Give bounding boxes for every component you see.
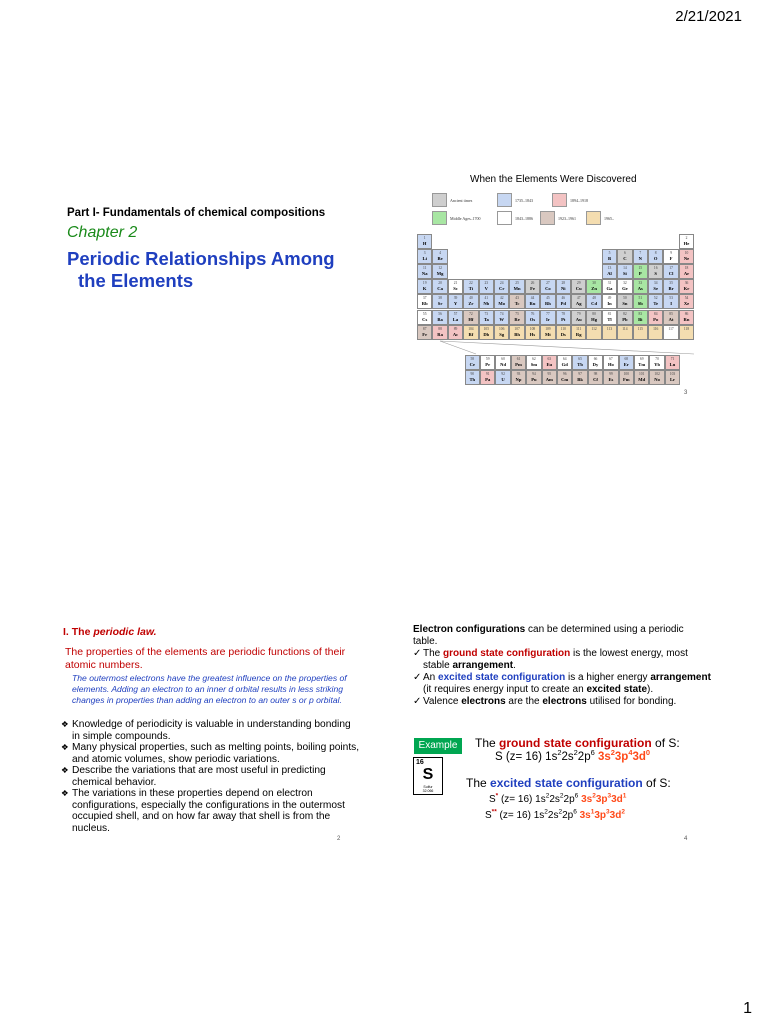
- check-icon: ✓: [413, 696, 422, 707]
- atomic-number: 107: [514, 326, 520, 331]
- element-symbol: Dy: [592, 362, 599, 367]
- list-item: ❖ The variations in these properties depend on electron configurations, especially the configurations in the outermost occupied shell, and on how far away that shell is from the nucleus.: [61, 788, 345, 834]
- atomic-number: 92: [501, 372, 505, 377]
- element-symbol: K: [422, 286, 427, 292]
- element-symbol: Xe: [683, 301, 690, 307]
- element-symbol: Db: [483, 331, 490, 337]
- element-symbol: Pu: [531, 377, 537, 383]
- atomic-number: 46: [561, 296, 566, 301]
- atomic-number: 87: [422, 326, 427, 331]
- element-symbol: Es: [608, 377, 614, 383]
- part-title: Part I- Fundamentals of chemical compositions: [67, 207, 326, 219]
- element-symbol: Fe: [530, 286, 535, 292]
- element-symbol: La: [452, 316, 459, 322]
- slide-number: 3: [684, 390, 688, 396]
- atomic-number: 95: [547, 372, 552, 377]
- atomic-number: 72: [469, 311, 473, 316]
- element-symbol: B: [607, 256, 612, 262]
- atomic-number: 44: [530, 296, 535, 301]
- atomic-number: 84: [653, 311, 658, 316]
- element-symbol: Ir: [545, 316, 550, 322]
- atomic-number: 22: [469, 281, 473, 286]
- outer-electron-note: The outermost electrons have the greatest influence on the properties of elements. Adding an electron to an inner d orbital results in less striking changes in properties than adding an electron to an outer s or p orbital.: [72, 673, 347, 705]
- atomic-number: 13: [607, 266, 612, 271]
- atomic-number: 74: [499, 311, 504, 316]
- element-symbol: Os: [529, 316, 536, 322]
- element-symbol: In: [607, 301, 612, 307]
- sulfur-element-tile: [413, 757, 443, 795]
- element-symbol: C: [623, 256, 627, 262]
- slide-title-line1: Periodic Relationships Among: [67, 248, 335, 269]
- section-heading: I. The periodic law.: [63, 626, 157, 638]
- legend-label: 1965–: [604, 216, 614, 221]
- element-symbol: S: [654, 271, 657, 277]
- element-symbol: Er: [623, 362, 629, 367]
- atomic-number: 16: [416, 759, 424, 766]
- atomic-number: 73: [484, 311, 489, 316]
- element-symbol: Nd: [500, 362, 507, 367]
- atomic-number: 85: [669, 311, 673, 316]
- atomic-number: 114: [622, 326, 628, 331]
- atomic-number: 25: [515, 281, 519, 286]
- diamond-bullet-icon: ❖: [61, 742, 69, 752]
- element-symbol: Tl: [607, 316, 612, 322]
- atomic-number: 7: [639, 251, 642, 256]
- element-symbol: W: [499, 316, 504, 322]
- periodic-law-definition: The properties of the elements are periodic functions of their atomic numbers.: [65, 646, 346, 671]
- element-symbol: Rb: [421, 301, 428, 307]
- atomic-number: 1: [423, 236, 426, 240]
- excited-state-config-2: S** (z= 16) $1s^22s^22p^6$ $3s^13p^33d^2$: [485, 808, 625, 821]
- element-symbol: Cr: [499, 286, 505, 292]
- atomic-number: 90: [470, 372, 475, 377]
- atomic-number: 82: [623, 311, 627, 316]
- element-symbol: Bi: [638, 316, 643, 322]
- atomic-number: 58: [470, 357, 475, 361]
- atomic-number: 67: [609, 357, 613, 361]
- atomic-number: 70: [655, 357, 659, 361]
- legend-label: Middle Ages–1700: [450, 216, 481, 221]
- legend-label: 1923–1961: [558, 216, 576, 221]
- atomic-number: 48: [592, 296, 596, 301]
- element-symbol: Ba: [437, 316, 443, 322]
- atomic-number: 94: [532, 372, 536, 377]
- element-symbol: Np: [515, 377, 522, 383]
- excited-state-heading: The excited state configuration of S:: [466, 776, 671, 790]
- element-symbol: Ga: [606, 286, 613, 292]
- element-symbol: Ru: [529, 301, 536, 307]
- atomic-number: 103: [669, 372, 676, 377]
- atomic-weight: 32.066: [422, 789, 434, 793]
- element-symbol: Yb: [654, 362, 661, 367]
- atomic-number: 50: [623, 296, 627, 301]
- example-badge: Example: [414, 738, 462, 754]
- atomic-number: 43: [515, 296, 519, 301]
- periodicity-bullets: [61, 719, 361, 834]
- atomic-number: 99: [609, 372, 613, 377]
- atomic-number: 64: [562, 357, 567, 361]
- element-symbol: Mo: [498, 301, 506, 307]
- element-symbol: Sn: [622, 301, 628, 307]
- page-number: 1: [743, 1000, 752, 1017]
- element-symbol: Sc: [453, 286, 458, 292]
- atomic-number: 75: [515, 311, 519, 316]
- atomic-number: 47: [576, 296, 581, 301]
- atomic-number: 115: [637, 326, 643, 331]
- atomic-number: 5: [608, 251, 611, 256]
- atomic-number: 6: [623, 251, 626, 256]
- atomic-number: 104: [468, 326, 474, 331]
- atomic-number: 28: [561, 281, 566, 286]
- element-symbol: Au: [575, 316, 582, 322]
- atomic-number: 111: [576, 326, 582, 331]
- atomic-number: 31: [607, 281, 612, 286]
- atomic-number: 36: [684, 281, 689, 286]
- list-item: ❖ Many physical properties, such as melting points, boiling points, and atomic volumes, show periodic variations.: [61, 742, 360, 765]
- atomic-number: 21: [453, 281, 458, 286]
- atomic-number: 62: [532, 357, 536, 361]
- atomic-number: 17: [669, 266, 673, 271]
- atomic-number: 4: [439, 251, 441, 256]
- atomic-number: 118: [683, 326, 690, 331]
- excited-state-config-1: S* (z= 16) $1s^22s^22p^6$ $3s^23p^33d^1$: [489, 792, 627, 805]
- atomic-number: 51: [638, 296, 643, 301]
- atomic-number: 106: [499, 326, 505, 331]
- element-symbol: As: [637, 286, 643, 292]
- element-symbol: H: [422, 241, 427, 246]
- atomic-number: 55: [422, 311, 427, 316]
- element-symbol: V: [484, 286, 488, 292]
- element-symbol: Cl: [668, 271, 674, 277]
- element-symbol: Mt: [544, 331, 551, 337]
- atomic-number: 26: [530, 281, 535, 286]
- element-symbol: Ni: [560, 286, 566, 292]
- check-icon: ✓: [413, 648, 422, 659]
- element-symbol: U: [501, 377, 505, 383]
- element-symbol: Sg: [499, 331, 505, 337]
- atomic-number: 77: [546, 311, 550, 316]
- atomic-number: 71: [670, 357, 675, 361]
- electron-config-intro: Electron configurations can be determined using a periodic table.: [413, 624, 684, 647]
- electron-config-bullets: [413, 648, 713, 708]
- atomic-number: 35: [669, 281, 673, 286]
- atomic-number: 89: [453, 326, 458, 331]
- atomic-number: 113: [606, 326, 613, 331]
- element-symbol: Si: [622, 271, 627, 277]
- ground-state-heading: The ground state configuration of S:: [475, 736, 680, 750]
- atomic-number: 78: [561, 311, 566, 316]
- element-symbol: Ne: [683, 256, 690, 262]
- element-symbol: Sb: [637, 301, 643, 307]
- element-symbol: Te: [653, 301, 659, 307]
- diamond-bullet-icon: ❖: [61, 719, 69, 729]
- element-symbol: Th: [469, 377, 476, 383]
- element-symbol: Cm: [561, 377, 569, 383]
- atomic-number: 30: [592, 281, 596, 286]
- element-symbol: Nb: [483, 301, 490, 307]
- atomic-number: 60: [501, 357, 505, 361]
- element-symbol: Zn: [591, 286, 597, 292]
- element-symbol: Cs: [422, 316, 428, 322]
- atomic-number: 56: [438, 311, 442, 316]
- element-symbol: Li: [422, 256, 427, 262]
- element-name: Sulfur: [423, 785, 433, 789]
- atomic-number: 29: [576, 281, 581, 286]
- legend-label: 1894–1918: [570, 198, 588, 203]
- date: 2/21/2021: [675, 8, 742, 25]
- element-symbol: Y: [453, 301, 458, 307]
- element-symbol: Sm: [530, 362, 538, 367]
- atomic-number: 79: [576, 311, 581, 316]
- element-symbol: Tm: [638, 362, 646, 367]
- atomic-number: 105: [483, 326, 489, 331]
- element-symbol: Ac: [452, 331, 459, 337]
- element-symbol: O: [653, 256, 658, 262]
- atomic-number: 68: [624, 357, 629, 361]
- atomic-number: 18: [684, 266, 689, 271]
- element-symbol: I: [670, 301, 672, 307]
- atomic-number: 24: [499, 281, 504, 286]
- element-symbol: Pa: [485, 377, 491, 383]
- element-symbol: Tb: [577, 362, 583, 367]
- atomic-number: 65: [578, 357, 582, 361]
- element-symbol: Ra: [437, 331, 443, 337]
- element-symbol: Re: [514, 316, 520, 322]
- element-symbol: Lu: [669, 362, 676, 367]
- atomic-number: 110: [560, 326, 566, 331]
- atomic-number: 54: [684, 296, 689, 301]
- element-symbol: Ta: [483, 316, 489, 322]
- element-symbol: Bh: [514, 331, 520, 337]
- element-symbol: Mg: [436, 271, 444, 277]
- element-symbol: Ti: [468, 286, 474, 292]
- legend-label: 1843–1886: [515, 216, 533, 221]
- element-symbol: Bk: [577, 377, 583, 383]
- atomic-number: 80: [592, 311, 596, 316]
- element-symbol: Cu: [575, 286, 582, 292]
- element-symbol: Ce: [469, 362, 475, 367]
- atomic-number: 2: [685, 236, 688, 240]
- atomic-number: 81: [607, 311, 612, 316]
- atomic-number: 9: [670, 251, 672, 256]
- element-symbol: Cf: [593, 377, 598, 383]
- list-item: ✓ Valence electrons are the electrons utilised for bonding.: [413, 696, 677, 707]
- element-symbol: Pr: [485, 362, 491, 367]
- element-symbol: Ar: [683, 271, 690, 277]
- atomic-number: 93: [516, 372, 521, 377]
- element-symbol: Fm: [622, 377, 630, 383]
- atomic-number: 53: [669, 296, 673, 301]
- atomic-number: 86: [684, 311, 689, 316]
- atomic-number: 11: [422, 266, 427, 271]
- element-symbol: Rg: [575, 331, 582, 337]
- element-symbol: S: [422, 766, 434, 783]
- atomic-number: 100: [623, 372, 629, 377]
- element-symbol: Ca: [437, 286, 443, 292]
- periodic-table-title: When the Elements Were Discovered: [470, 174, 637, 185]
- atomic-number: 98: [593, 372, 598, 377]
- atomic-number: 10: [684, 251, 689, 256]
- element-symbol: Kr: [683, 286, 690, 292]
- atomic-number: 59: [485, 357, 490, 361]
- atomic-number: 66: [593, 357, 598, 361]
- atomic-number: 83: [638, 311, 643, 316]
- element-symbol: Am: [545, 377, 553, 383]
- slide-number: 2: [337, 836, 341, 842]
- legend-label: Ancient times: [450, 198, 473, 203]
- atomic-number: 63: [547, 357, 552, 361]
- atomic-number: 27: [546, 281, 550, 286]
- legend-label: 1735–1843: [515, 198, 533, 203]
- atomic-number: 91: [485, 372, 490, 377]
- atomic-number: 33: [638, 281, 643, 286]
- element-symbol: Br: [668, 286, 674, 292]
- atomic-number: 69: [639, 357, 644, 361]
- atomic-number: 96: [562, 372, 567, 377]
- element-symbol: Eu: [546, 362, 553, 367]
- list-item: ✓ An excited state configuration is a higher energy arrangement (it requires energy input to create an excited state).: [413, 672, 711, 695]
- atomic-number: 37: [422, 296, 427, 301]
- element-symbol: F: [669, 256, 673, 262]
- element-symbol: Hg: [591, 316, 598, 322]
- diamond-bullet-icon: ❖: [61, 765, 69, 775]
- atomic-number: 76: [530, 311, 535, 316]
- element-symbol: Tc: [514, 301, 520, 307]
- slide-title-line2: the Elements: [78, 270, 194, 291]
- atomic-number: 52: [653, 296, 658, 301]
- element-symbol: He: [683, 241, 690, 246]
- atomic-number: 8: [654, 251, 657, 256]
- element-symbol: Mn: [513, 286, 521, 292]
- element-symbol: Fr: [422, 331, 428, 337]
- element-symbol: Co: [545, 286, 551, 292]
- atomic-number: 34: [653, 281, 658, 286]
- element-symbol: Pt: [561, 316, 566, 322]
- atomic-number: 117: [668, 326, 674, 331]
- element-symbol: Ds: [560, 331, 566, 337]
- atomic-number: 112: [591, 326, 597, 331]
- element-symbol: Ag: [575, 301, 582, 307]
- element-symbol: Ge: [622, 286, 628, 292]
- atomic-number: 61: [516, 357, 521, 361]
- atomic-number: 57: [453, 311, 458, 316]
- element-symbol: Hf: [468, 316, 474, 322]
- list-item: ❖ Describe the variations that are most useful in predicting chemical behavior.: [61, 765, 326, 788]
- element-symbol: Pm: [515, 362, 522, 367]
- atomic-number: 101: [639, 372, 645, 377]
- element-symbol: Be: [437, 256, 443, 262]
- atomic-number: 32: [623, 281, 627, 286]
- element-symbol: Md: [638, 377, 646, 383]
- atomic-number: 41: [484, 296, 489, 301]
- atomic-number: 38: [438, 296, 442, 301]
- element-symbol: Na: [421, 271, 428, 277]
- element-symbol: No: [654, 377, 660, 383]
- element-symbol: P: [638, 271, 642, 277]
- element-symbol: Lr: [669, 377, 676, 383]
- element-symbol: At: [668, 316, 674, 322]
- atomic-number: 108: [529, 326, 536, 331]
- atomic-number: 109: [545, 326, 551, 331]
- element-symbol: Gd: [561, 362, 568, 367]
- element-symbol: Ho: [607, 362, 614, 367]
- atomic-number: 12: [438, 266, 442, 271]
- atomic-number: 15: [638, 266, 643, 271]
- ground-state-config: S (z= 16) $1s^22s^22p^6$ $3s^23p^43d^0$: [495, 748, 651, 763]
- atomic-number: 42: [499, 296, 504, 301]
- atomic-number: 116: [653, 326, 659, 331]
- check-icon: ✓: [413, 672, 422, 683]
- element-symbol: Sr: [437, 301, 443, 307]
- element-symbol: Cd: [591, 301, 598, 307]
- atomic-number: 3: [423, 251, 426, 256]
- list-item: ✓ The ground state configuration is the lowest energy, most stable arrangement.: [413, 648, 688, 671]
- element-symbol: Zr: [468, 301, 474, 307]
- atomic-number: 19: [422, 281, 427, 286]
- atomic-number: 88: [438, 326, 442, 331]
- element-symbol: Pd: [560, 301, 566, 307]
- element-symbol: Hs: [529, 331, 536, 337]
- diamond-bullet-icon: ❖: [61, 788, 69, 798]
- element-symbol: Se: [653, 286, 658, 292]
- atomic-number: 102: [654, 372, 660, 377]
- element-symbol: Pb: [622, 316, 628, 322]
- atomic-number: 40: [469, 296, 473, 301]
- atomic-number: 45: [546, 296, 550, 301]
- atomic-number: 49: [607, 296, 612, 301]
- chapter-label: Chapter 2: [67, 224, 138, 241]
- element-symbol: Po: [653, 316, 659, 322]
- element-symbol: Rh: [544, 301, 551, 307]
- atomic-number: 39: [453, 296, 458, 301]
- element-symbol: Rf: [468, 331, 474, 337]
- element-symbol: Al: [607, 271, 612, 277]
- list-item: ❖ Knowledge of periodicity is valuable in understanding bonding in simple compounds.: [61, 719, 351, 742]
- atomic-number: 97: [578, 372, 582, 377]
- element-symbol: N: [638, 256, 642, 262]
- atomic-number: 14: [623, 266, 627, 271]
- atomic-number: 20: [438, 281, 442, 286]
- element-symbol: Rn: [683, 316, 690, 322]
- slide-number: 4: [684, 836, 688, 842]
- atomic-number: 23: [484, 281, 489, 286]
- atomic-number: 16: [653, 266, 658, 271]
